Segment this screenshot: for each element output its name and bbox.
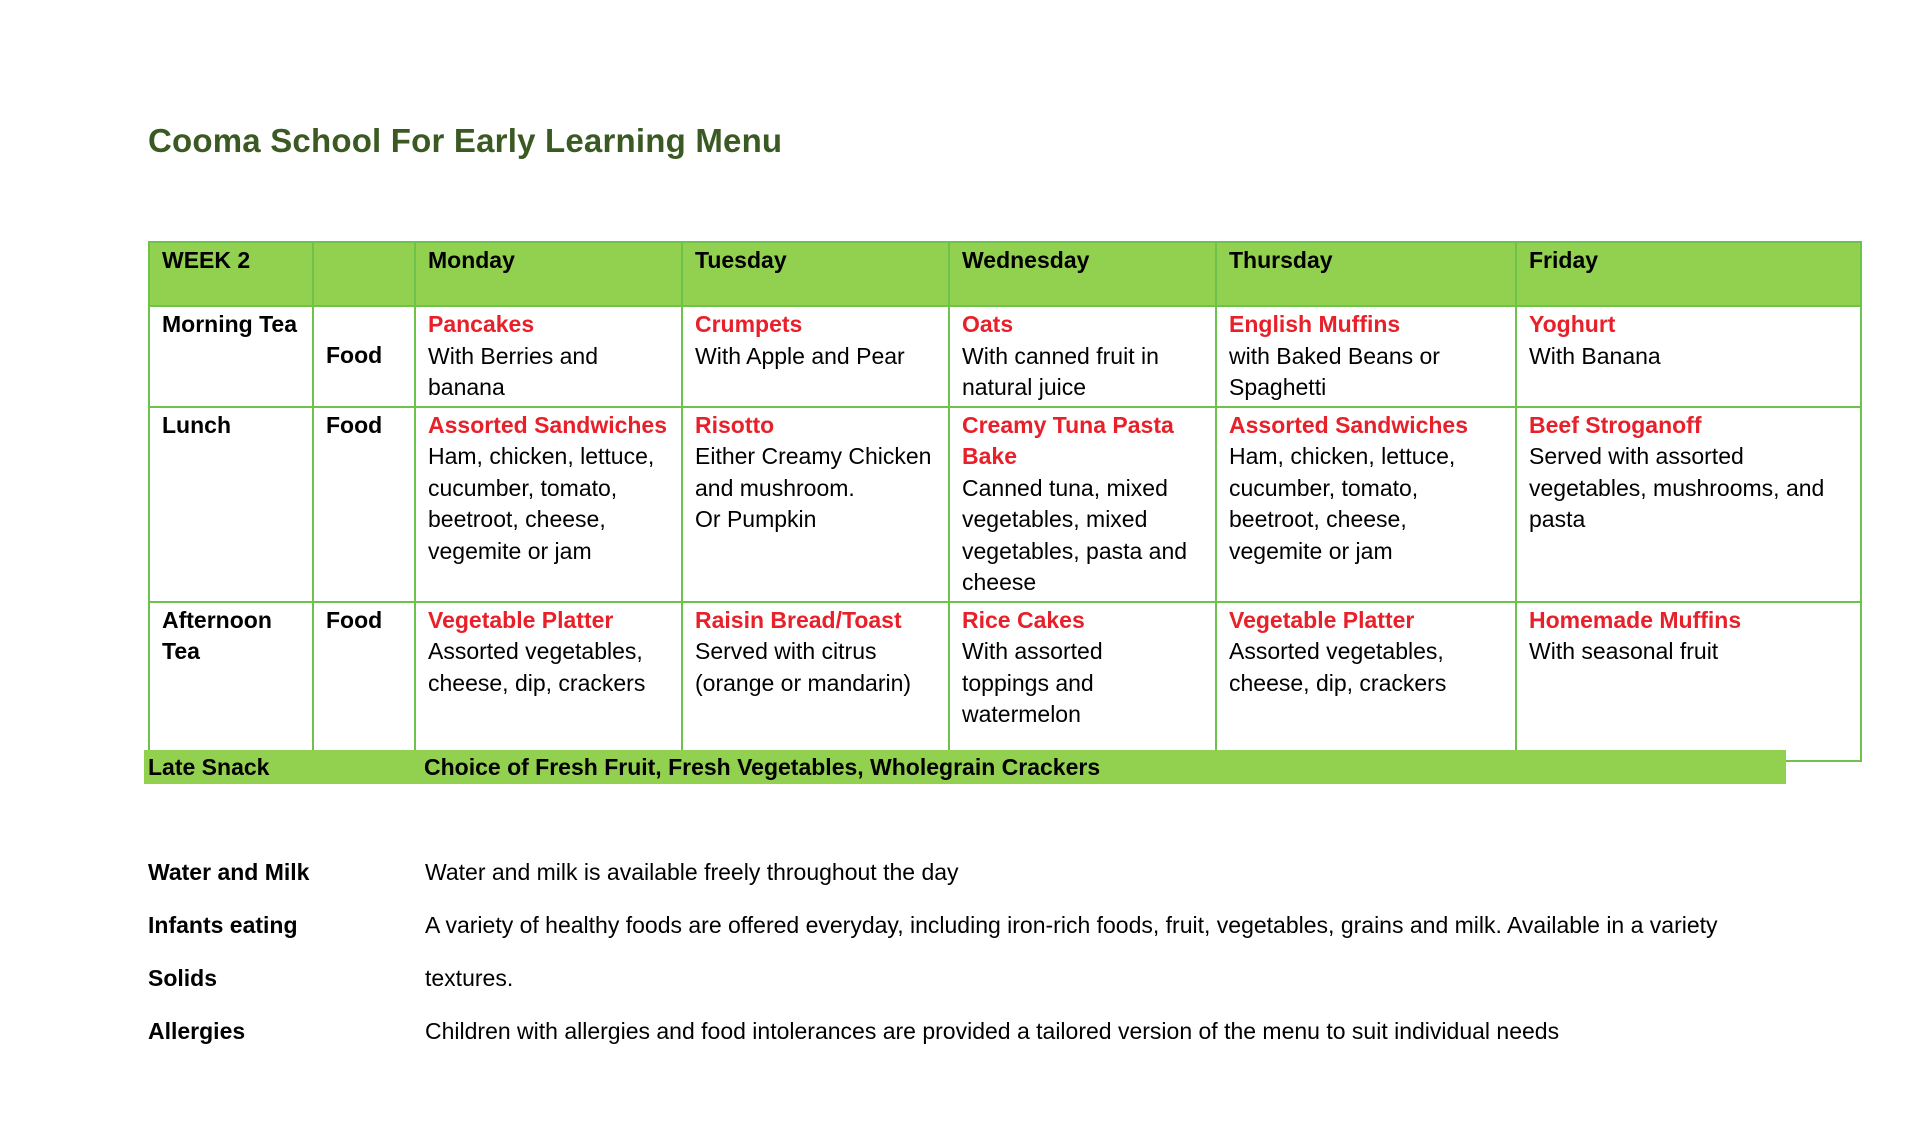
- table-row: [149, 602, 1861, 761]
- menu-cell: [1216, 602, 1516, 761]
- dish-name: Rice Cakes: [962, 606, 1085, 633]
- table-row: [149, 407, 1861, 602]
- dish-name: Creamy Tuna Pasta Bake: [962, 411, 1174, 469]
- menu-cell: [682, 407, 949, 602]
- menu-cell: [949, 407, 1216, 602]
- menu-cell: [949, 602, 1216, 761]
- dish-description-line: cheese, dip, crackers: [1229, 669, 1447, 696]
- table-header-row: [149, 242, 1861, 306]
- dish-name: Crumpets: [695, 311, 803, 337]
- dish-description-line: With assorted: [962, 638, 1103, 664]
- dish-description-line: Served with citrus: [695, 638, 877, 664]
- dish-description-line: Ham, chicken, lettuce,: [428, 443, 655, 469]
- page-title: Cooma School For Early Learning Menu: [148, 122, 783, 159]
- day-header: Thursday: [1216, 242, 1516, 306]
- meal-label: Lunch: [149, 407, 313, 602]
- dish-description-line: Or Pumpkin: [695, 506, 817, 532]
- dish-description-line: vegetables, pasta and: [962, 537, 1188, 564]
- type-cell: [313, 306, 415, 407]
- note-text: A variety of healthy foods are offered everyday, including iron-rich foods, fruit, vegetables, grains and milk. Available in a variety: [425, 912, 1718, 938]
- notes-section: [148, 855, 1828, 1067]
- dish-description-line: Spaghetti: [1229, 374, 1327, 400]
- note-text: Children with allergies and food intolerances are provided a tailored version of the menu to suit individual needs: [425, 1018, 1560, 1044]
- dish-description-line: beetroot, cheese,: [428, 506, 606, 532]
- week-label: WEEK 2: [149, 242, 313, 306]
- late-snack-text: Choice of Fresh Fruit, Fresh Vegetables, Wholegrain Crackers: [424, 754, 1101, 780]
- dish-description-line: With canned fruit in: [962, 342, 1159, 369]
- note-label: Water and Milk: [148, 859, 310, 885]
- day-header: Tuesday: [682, 242, 949, 306]
- dish-description-line: banana: [428, 374, 505, 400]
- menu-cell: [415, 602, 682, 761]
- dish-name: Oats: [962, 311, 1014, 337]
- dish-description-line: cheese, dip, crackers: [428, 669, 646, 696]
- dish-description-line: With Berries and: [428, 342, 599, 369]
- note-label: Allergies: [148, 1018, 246, 1044]
- dish-description-line: Served with assorted: [1529, 443, 1744, 469]
- dish-description-line: cucumber, tomato,: [1229, 474, 1419, 501]
- note-row: [148, 961, 1828, 1014]
- day-header: Friday: [1516, 242, 1861, 306]
- dish-description-line: With Apple and Pear: [695, 342, 905, 369]
- menu-cell: [1516, 306, 1861, 407]
- late-snack-bar: [144, 750, 1786, 784]
- dish-description-line: Either Creamy Chicken: [695, 443, 932, 469]
- dish-description-line: Assorted vegetables,: [428, 638, 643, 664]
- menu-cell: [949, 306, 1216, 407]
- dish-description-line: vegetables, mushrooms, and: [1529, 474, 1825, 501]
- dish-description-line: watermelon: [962, 701, 1081, 727]
- dish-description-line: (orange or mandarin): [695, 669, 912, 696]
- note-row: [148, 1014, 1828, 1067]
- dish-description-line: vegemite or jam: [1229, 537, 1393, 564]
- dish-description-line: With Banana: [1529, 342, 1661, 369]
- meal-label: Afternoon Tea: [149, 602, 313, 761]
- dish-description-line: natural juice: [962, 374, 1087, 400]
- dish-description-line: With seasonal fruit: [1529, 638, 1719, 664]
- note-label: Solids: [148, 965, 218, 991]
- dish-description-line: cucumber, tomato,: [428, 474, 618, 501]
- dish-description-line: vegetables, mixed: [962, 506, 1148, 532]
- late-snack-label: Late Snack: [148, 754, 270, 780]
- dish-description-line: Canned tuna, mixed: [962, 474, 1168, 501]
- menu-cell: [1516, 407, 1861, 602]
- note-label: Infants eating: [148, 912, 298, 938]
- note-text: Water and milk is available freely throughout the day: [425, 859, 959, 885]
- menu-cell: [682, 306, 949, 407]
- day-header: Wednesday: [949, 242, 1216, 306]
- dish-description-line: with Baked Beans or: [1229, 342, 1440, 369]
- menu-cell: [415, 306, 682, 407]
- dish-name: Pancakes: [428, 311, 535, 337]
- meal-label: Morning Tea: [149, 306, 313, 407]
- note-text: textures.: [425, 965, 514, 991]
- menu-table: [148, 241, 1862, 762]
- menu-cell: [415, 407, 682, 602]
- note-row: [148, 908, 1828, 961]
- type-label: Food: [313, 407, 415, 602]
- dish-name: Beef Stroganoff: [1529, 411, 1702, 438]
- header-blank-cell: [313, 242, 415, 306]
- type-label: Food: [313, 602, 415, 761]
- menu-cell: [1216, 306, 1516, 407]
- dish-name: Assorted Sandwiches: [1229, 411, 1469, 438]
- menu-cell: [1216, 407, 1516, 602]
- dish-name: Vegetable Platter: [1229, 606, 1415, 633]
- dish-description-line: vegemite or jam: [428, 537, 592, 564]
- dish-description-line: cheese: [962, 569, 1037, 595]
- menu-cell: [1516, 602, 1861, 761]
- dish-name: English Muffins: [1229, 311, 1401, 337]
- dish-description-line: toppings and: [962, 669, 1094, 696]
- dish-name: Risotto: [695, 411, 775, 438]
- dish-description-line: and mushroom.: [695, 474, 855, 501]
- dish-description-line: beetroot, cheese,: [1229, 506, 1407, 532]
- dish-name: Assorted Sandwiches: [428, 411, 668, 438]
- type-label: Food: [326, 342, 383, 368]
- dish-name: Vegetable Platter: [428, 606, 614, 633]
- day-header: Monday: [415, 242, 682, 306]
- dish-name: Homemade Muffins: [1529, 606, 1742, 633]
- dish-description-line: pasta: [1529, 506, 1586, 532]
- dish-name: Raisin Bread/Toast: [695, 606, 902, 633]
- dish-description-line: Assorted vegetables,: [1229, 638, 1444, 664]
- table-row: [149, 306, 1861, 407]
- dish-name: Yoghurt: [1529, 311, 1616, 337]
- note-row: [148, 855, 1828, 908]
- menu-cell: [682, 602, 949, 761]
- dish-description-line: Ham, chicken, lettuce,: [1229, 443, 1456, 469]
